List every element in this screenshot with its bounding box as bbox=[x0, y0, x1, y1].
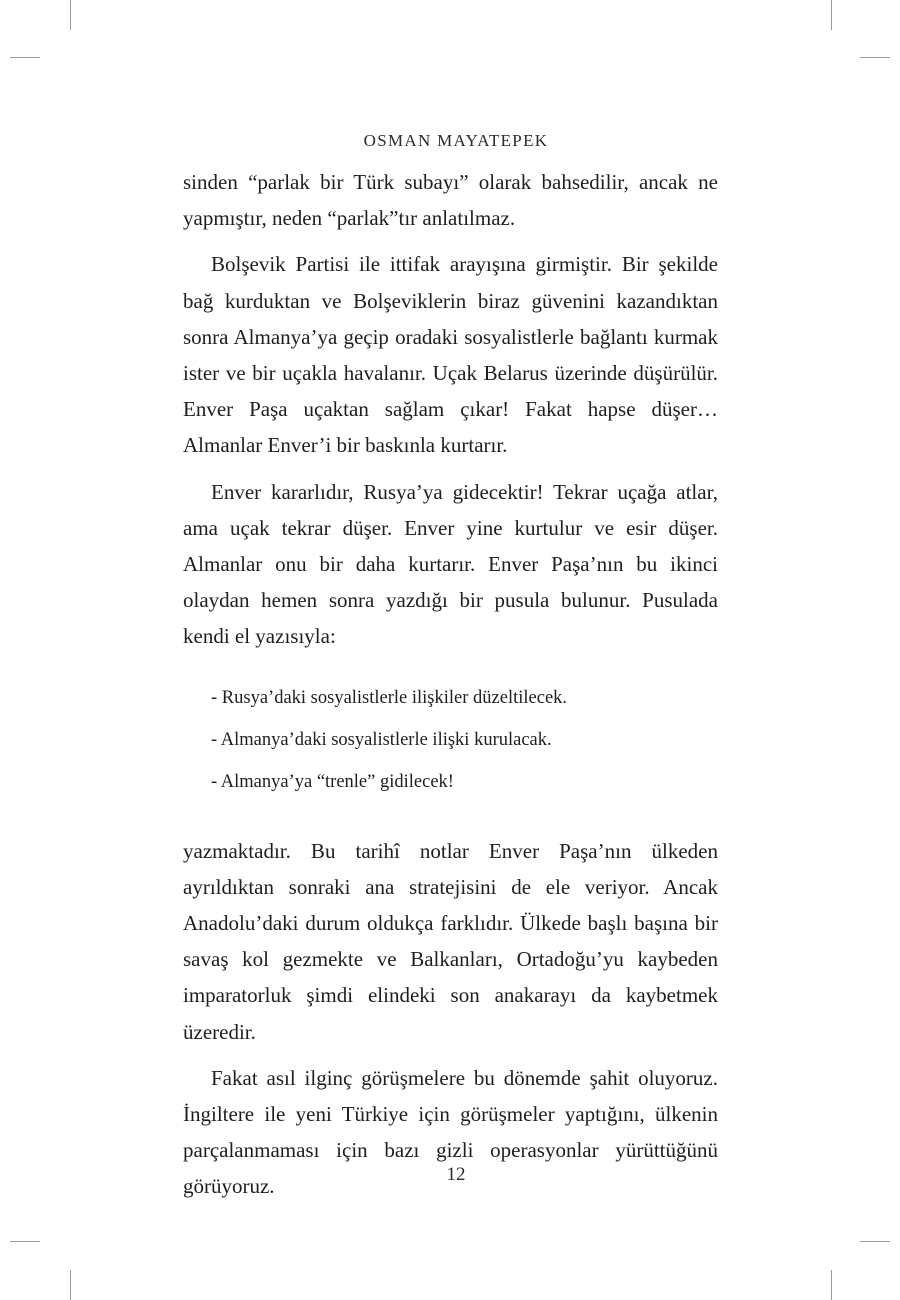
paragraph-2: Bolşevik Partisi ile ittifak arayışına girmiştir. Bir şekilde bağ kurduktan ve Bolşeviklerin biraz güvenini kazandıktan sonra Almanya’ya geçip oradaki sosyalistlerle bağlantı kurmak ister ve bir uçakla havalanır. Uçak Belarus üzerinde düşürülür. Enver Paşa uçaktan sağlam çıkar! Fakat hapse düşer… Almanlar Enver’i bir baskınla kurtarır. bbox=[183, 252, 718, 458]
crop-mark-bottom-left-vertical bbox=[70, 1270, 71, 1300]
paragraph-4: yazmaktadır. Bu tarihî notlar Enver Paşa’nın ülkeden ayrıldıktan sonraki ana stratejisini de ele veriyor. Ancak Anadolu’daki durum oldukça farklıdır. Ülkede başlı başına bir savaş kol gezmekte ve Balkanları, Ortadoğu’yu kaybeden imparatorluk şimdi elindeki son anakarayı da kaybetmek üzeredir. bbox=[183, 838, 718, 1044]
body-text bbox=[183, 164, 718, 1215]
crop-mark-top-right-vertical bbox=[831, 0, 832, 30]
crop-mark-top-left-horizontal bbox=[10, 57, 40, 58]
crop-mark-bottom-left-horizontal bbox=[10, 1241, 40, 1242]
note-list bbox=[183, 677, 718, 803]
paragraph-1: sinden “parlak bir Türk subayı” olarak bahsedilir, ancak ne yapmıştır, neden “parlak”tır anlatılmaz. bbox=[183, 170, 718, 231]
list-item: - Rusya’daki sosyalistlerle ilişkiler düzeltilecek. bbox=[211, 687, 568, 708]
paragraph-5: Fakat asıl ilginç görüşmelere bu dönemde şahit oluyoruz. İngiltere ile yeni Türkiye için görüşmeler yaptığını, ülkenin parçalanmaması için bazı gizli operasyonlar yürüttüğünü görüyoruz. bbox=[183, 1065, 718, 1199]
crop-mark-bottom-right-horizontal bbox=[860, 1241, 890, 1242]
list-item: - Almanya’daki sosyalistlerle ilişki kurulacak. bbox=[211, 729, 552, 750]
crop-mark-top-left-vertical bbox=[70, 0, 71, 30]
running-head: OSMAN MAYATEPEK bbox=[363, 131, 549, 150]
list-item: - Almanya’ya “trenle” gidilecek! bbox=[211, 771, 454, 792]
crop-mark-top-right-horizontal bbox=[860, 57, 890, 58]
paragraph-3: Enver kararlıdır, Rusya’ya gidecektir! Tekrar uçağa atlar, ama uçak tekrar düşer. Enver yine kurtulur ve esir düşer. Almanlar onu bir daha kurtarır. Enver Paşa’nın bu ikinci olaydan hemen sonra yazdığı bir pusula bulunur. Pusulada kendi el yazısıyla: bbox=[183, 479, 718, 649]
crop-mark-bottom-right-vertical bbox=[831, 1270, 832, 1300]
page-number: 12 bbox=[446, 1164, 466, 1185]
